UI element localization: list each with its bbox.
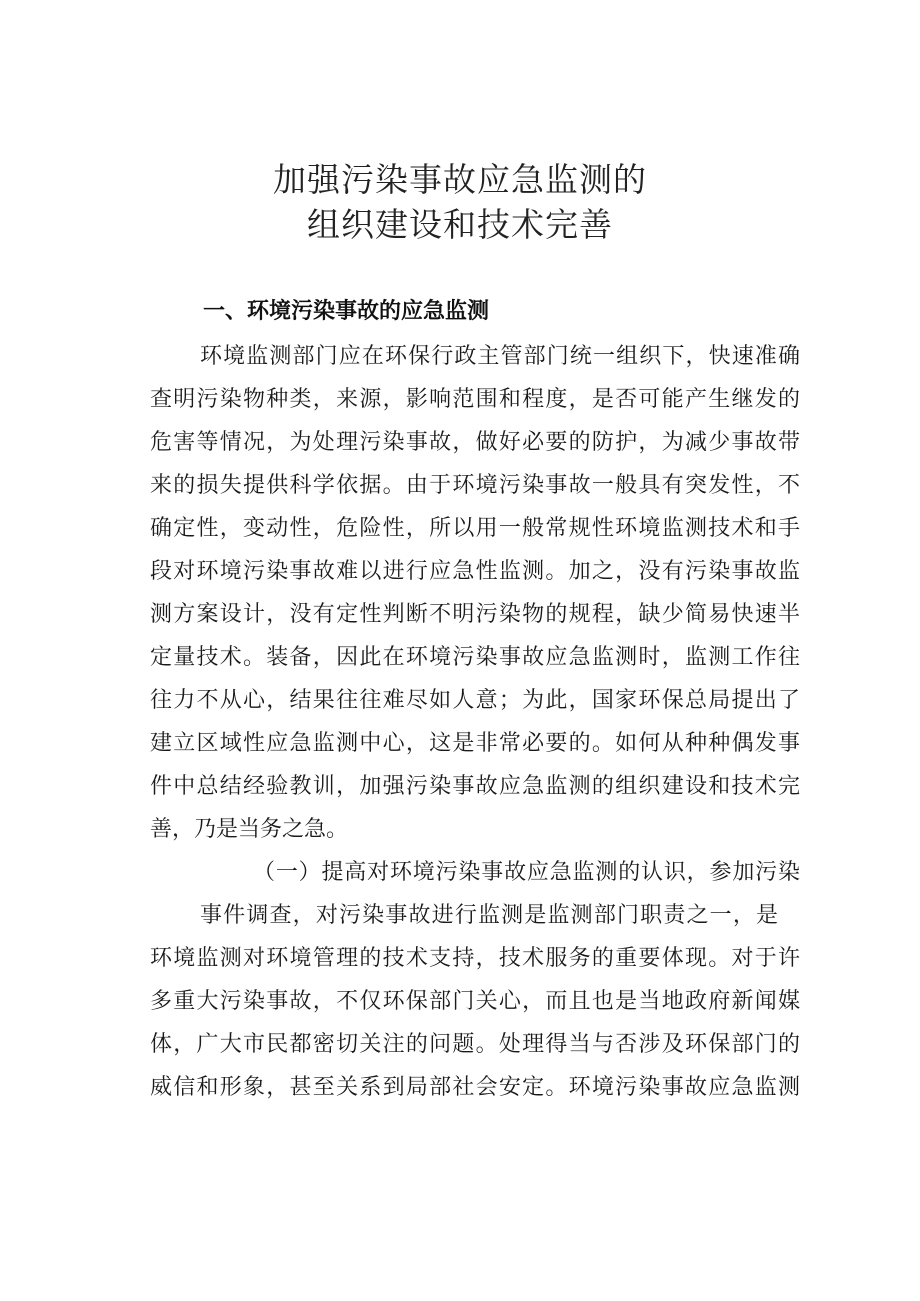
paragraph2-line: 体，广大市民都密切关注的问题。处理得当与否涉及环保部门的 bbox=[150, 1032, 800, 1057]
subsection-heading-line-1: （一）提高对环境污染事故应急监测的认识，参加污染 bbox=[253, 860, 800, 885]
paragraph1-line: 定量技术。装备，因此在环境污染事故应急监测时，监测工作往 bbox=[150, 645, 800, 670]
paragraph1-line: 危害等情况，为处理污染事故，做好必要的防护，为减少事故带 bbox=[150, 430, 800, 455]
document-title-line-2: 组织建设和技术完善 bbox=[307, 205, 613, 244]
paragraph1-line: 环境监测部门应在环保行政主管部门统一组织下，快速准确 bbox=[200, 344, 800, 369]
paragraph1-line: 测方案设计，没有定性判断不明污染物的规程，缺少简易快速半 bbox=[150, 602, 800, 627]
paragraph1-line: 查明污染物种类，来源，影响范围和程度，是否可能产生继发的 bbox=[150, 387, 800, 412]
paragraph2-line: 多重大污染事故，不仅环保部门关心，而且也是当地政府新闻媒 bbox=[150, 989, 800, 1014]
paragraph1-line: 善，乃是当务之急。 bbox=[150, 817, 349, 842]
paragraph1-line: 段对环境污染事故难以进行应急性监测。加之，没有污染事故监 bbox=[150, 559, 800, 584]
section-heading: 一、环境污染事故的应急监测 bbox=[203, 299, 490, 324]
paragraph1-line: 往力不从心，结果往往难尽如人意；为此，国家环保总局提出了 bbox=[150, 688, 800, 713]
paragraph2-line: 威信和形象，甚至关系到局部社会安定。环境污染事故应急监测 bbox=[150, 1075, 800, 1100]
paragraph1-line: 确定性，变动性，危险性，所以用一般常规性环境监测技术和手 bbox=[150, 516, 800, 541]
document-title-line-1: 加强污染事故应急监测的 bbox=[273, 160, 647, 199]
paragraph1-line: 件中总结经验教训，加强污染事故应急监测的组织建设和技术完 bbox=[150, 774, 800, 799]
paragraph1-line: 建立区域性应急监测中心，这是非常必要的。如何从种种偶发事 bbox=[150, 731, 800, 756]
paragraph1-line: 来的损失提供科学依据。由于环境污染事故一般具有突发性，不 bbox=[150, 473, 800, 498]
paragraph2-line: 环境监测对环境管理的技术支持，技术服务的重要体现。对于许 bbox=[150, 946, 800, 971]
subsection-heading-line-2: 事件调查，对污染事故进行监测是监测部门职责之一，是 bbox=[200, 903, 778, 928]
